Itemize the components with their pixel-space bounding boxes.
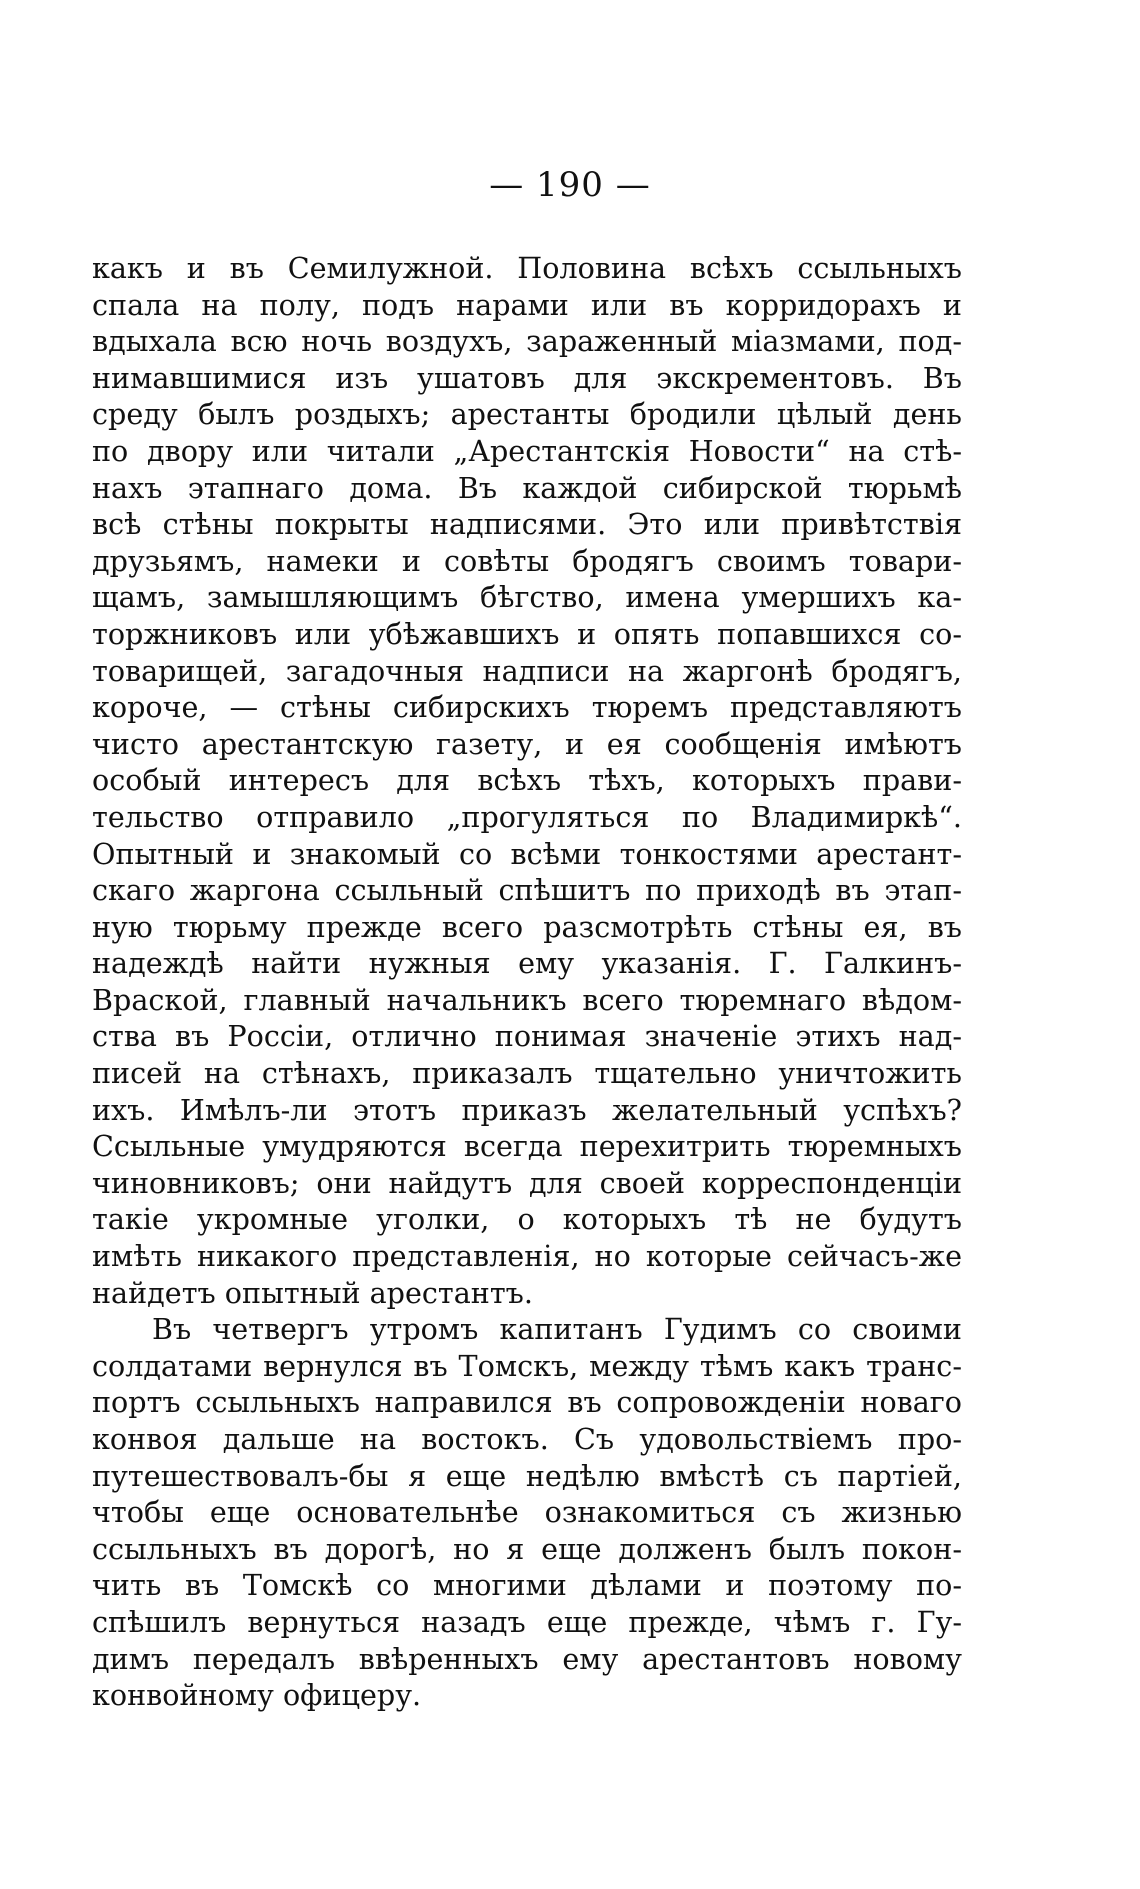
text-line: спала на полу, подъ нарами или въ корридорахъ и (92, 287, 962, 322)
text-line: путешествовалъ-бы я еще недѣлю вмѣстѣ съ партіей, (92, 1458, 962, 1493)
text-line: товарищей, загадочныя надписи на жаргонѣ бродягъ, (92, 653, 962, 688)
text-line: нахъ этапнаго дома. Въ каждой сибирской тюрьмѣ (92, 470, 962, 505)
text-line: ихъ. Имѣлъ-ли этотъ приказъ желательный успѣхъ? (92, 1092, 962, 1127)
text-line: короче, — стѣны сибирскихъ тюремъ представляютъ (92, 690, 962, 725)
text-line: какъ и въ Семилужной. Половина всѣхъ ссыльныхъ (92, 251, 962, 285)
text-line: Ссыльные умудряются всегда перехитрить тюремныхъ (92, 1129, 962, 1164)
paragraph-2 (92, 1311, 962, 1714)
text-line: вдыхала всю ночь воздухъ, зараженный міазмами, под- (92, 324, 962, 359)
text-line: нимавшимися изъ ушатовъ для экскрементовъ. Въ (92, 360, 962, 395)
text-line: такіе укромные уголки, о которыхъ тѣ не будутъ (92, 1202, 962, 1237)
text-line: Опытный и знакомый со всѣми тонкостями арестант- (92, 836, 962, 871)
text-line: тельство отправило „прогуляться по Владимиркѣ“. (92, 799, 962, 834)
text-line: особый интересъ для всѣхъ тѣхъ, которыхъ прави- (92, 763, 962, 798)
text-line: чтобы еще основательнѣе ознакомиться съ жизнью (92, 1495, 962, 1530)
text-line: чисто арестантскую газету, и ея сообщенія имѣютъ (92, 726, 962, 761)
text-line: Враской, главный начальникъ всего тюремнаго вѣдом- (92, 982, 962, 1017)
text-line: чиновниковъ; они найдутъ для своей корреспонденціи (92, 1165, 962, 1200)
page-number: — 190 — (489, 165, 651, 205)
text-line: скаго жаргона ссыльный спѣшитъ по приходѣ въ этап- (92, 873, 962, 908)
text-line: конвойному офицеру. (92, 1678, 422, 1713)
text-line: солдатами вернулся въ Томскъ, между тѣмъ какъ транс- (92, 1348, 962, 1383)
paragraph-1 (92, 250, 962, 1311)
text-line: торжниковъ или убѣжавшихъ и опять попавшихся со- (92, 616, 962, 651)
text-line: по двору или читали „Арестантскія Новости“ на стѣ- (92, 433, 962, 468)
text-line: спѣшилъ вернуться назадъ еще прежде, чѣмъ г. Гу- (92, 1604, 962, 1639)
text-line: ссыльныхъ въ дорогѣ, но я еще долженъ былъ покон- (92, 1531, 962, 1566)
text-line: щамъ, замышляющимъ бѣгство, имена умершихъ ка- (92, 580, 962, 615)
text-line: чить въ Томскѣ со многими дѣлами и поэтому по- (92, 1568, 962, 1603)
text-line: конвоя дальше на востокъ. Съ удовольствіемъ про- (92, 1422, 962, 1456)
text-line: среду былъ роздыхъ; арестанты бродили цѣлый день (92, 397, 962, 432)
text-line: димъ передалъ ввѣренныхъ ему арестантовъ новому (92, 1641, 962, 1676)
text-line: друзьямъ, намеки и совѣты бродягъ своимъ товари- (92, 543, 962, 578)
text-line: портъ ссыльныхъ направился въ сопровожденіи новаго (92, 1385, 962, 1420)
text-line: писей на стѣнахъ, приказалъ тщательно уничтожить (92, 1056, 962, 1091)
text-line: ную тюрьму прежде всего разсмотрѣть стѣны ея, въ (92, 909, 962, 944)
text-line: имѣть никакого представленія, но которые сейчасъ-же (92, 1239, 962, 1274)
text-line: ства въ Россіи, отлично понимая значеніе этихъ над- (92, 1019, 962, 1054)
text-line: Въ четвергъ утромъ капитанъ Гудимъ со своими (152, 1312, 962, 1347)
text-line: найдетъ опытный арестантъ. (92, 1275, 533, 1310)
body-text (92, 250, 962, 1714)
text-line: всѣ стѣны покрыты надписями. Это или привѣтствія (92, 507, 962, 542)
text-line: надеждѣ найти нужныя ему указанія. Г. Галкинъ- (92, 946, 962, 981)
